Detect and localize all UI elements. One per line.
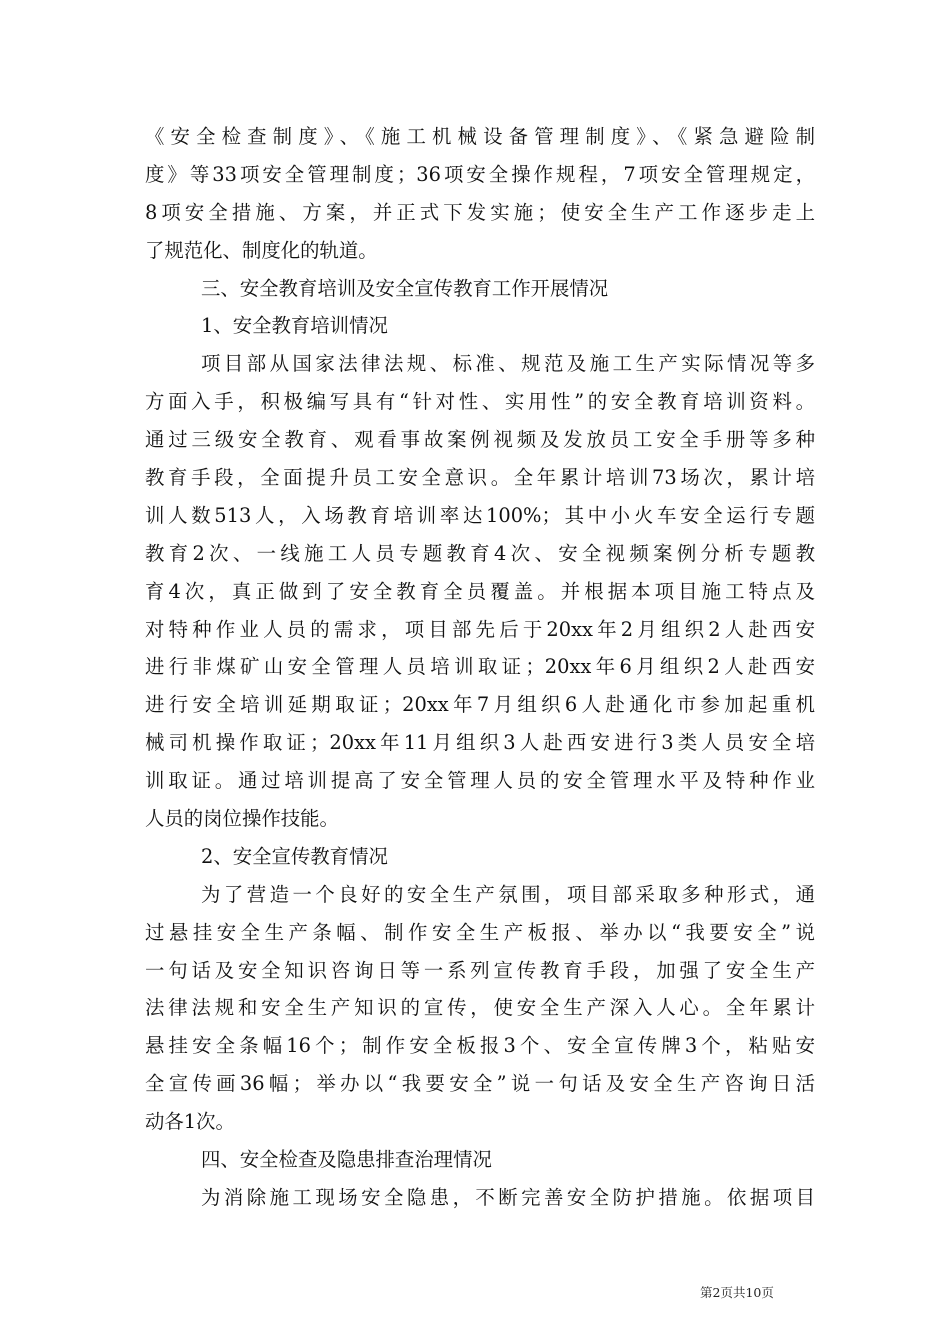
- paragraph-line: 8项安全措施、方案，并正式下发实施；使安全生产工作逐步走上: [145, 200, 815, 224]
- body-text: [145, 118, 815, 1217]
- paragraph-line: 度》等33项安全管理制度；36项安全操作规程，7项安全管理规定，: [145, 162, 815, 186]
- paragraph-line: 法律法规和安全生产知识的宣传，使安全生产深入人心。全年累计: [145, 996, 815, 1020]
- paragraph-line: 全宣传画36幅；举办以“我要安全”说一句话及安全生产咨询日活: [145, 1072, 815, 1096]
- paragraph-line: 一句话及安全知识咨询日等一系列宣传教育手段，加强了安全生产: [145, 958, 815, 982]
- paragraph-line: 《安全检查制度》、《施工机械设备管理制度》、《紧急避险制: [145, 125, 815, 148]
- paragraph-line: 人员的岗位操作技能。: [145, 807, 339, 831]
- paragraph-line: 过悬挂安全生产条幅、制作安全生产板报、举办以“我要安全”说: [145, 920, 815, 944]
- paragraph-line: 训取证。通过培训提高了安全管理人员的安全管理水平及特种作业: [145, 769, 815, 793]
- paragraph-line: 对特种作业人员的需求，项目部先后于20xx年2月组织2人赴西安: [145, 617, 815, 641]
- paragraph-line: 通过三级安全教育、观看事故案例视频及发放员工安全手册等多种: [145, 428, 815, 452]
- paragraph-line: 了规范化、制度化的轨道。: [145, 238, 378, 262]
- paragraph-line: 项目部从国家法律法规、标准、规范及施工生产实际情况等多: [201, 352, 815, 376]
- paragraph-line: 育4次，真正做到了安全教育全员覆盖。并根据本项目施工特点及: [145, 579, 815, 603]
- paragraph-line: 进行安全培训延期取证；20xx年7月组织6人赴通化市参加起重机: [145, 693, 815, 717]
- paragraph-line: 械司机操作取证；20xx年11月组织3人赴西安进行3类人员安全培: [145, 731, 815, 755]
- paragraph-line: 进行非煤矿山安全管理人员培训取证；20xx年6月组织2人赴西安: [145, 655, 815, 679]
- paragraph-line: 为消除施工现场安全隐患，不断完善安全防护措施。依据项目: [201, 1185, 815, 1209]
- paragraph-line: 训人数513人，入场教育培训率达100%；其中小火车安全运行专题: [145, 503, 815, 527]
- paragraph-line: 动各1次。: [145, 1110, 235, 1134]
- paragraph-line: 教育手段，全面提升员工安全意识。全年累计培训73场次，累计培: [145, 466, 815, 490]
- paragraph-line: 为了营造一个良好的安全生产氛围，项目部采取多种形式，通: [201, 882, 815, 906]
- section-heading: 四、安全检查及隐患排查治理情况: [201, 1148, 492, 1172]
- page-number: 第2页共10页: [700, 1285, 774, 1300]
- subsection-heading: 1、安全教育培训情况: [201, 314, 388, 338]
- paragraph-line: 方面入手，积极编写具有“针对性、实用性”的安全教育培训资料。: [145, 390, 815, 414]
- section-heading: 三、安全教育培训及安全宣传教育工作开展情况: [201, 276, 609, 300]
- paragraph-line: 悬挂安全条幅16个；制作安全板报3个、安全宣传牌3个，粘贴安: [145, 1034, 815, 1058]
- paragraph-line: 教育2次、一线施工人员专题教育4次、安全视频案例分析专题教: [145, 541, 815, 565]
- subsection-heading: 2、安全宣传教育情况: [201, 844, 388, 868]
